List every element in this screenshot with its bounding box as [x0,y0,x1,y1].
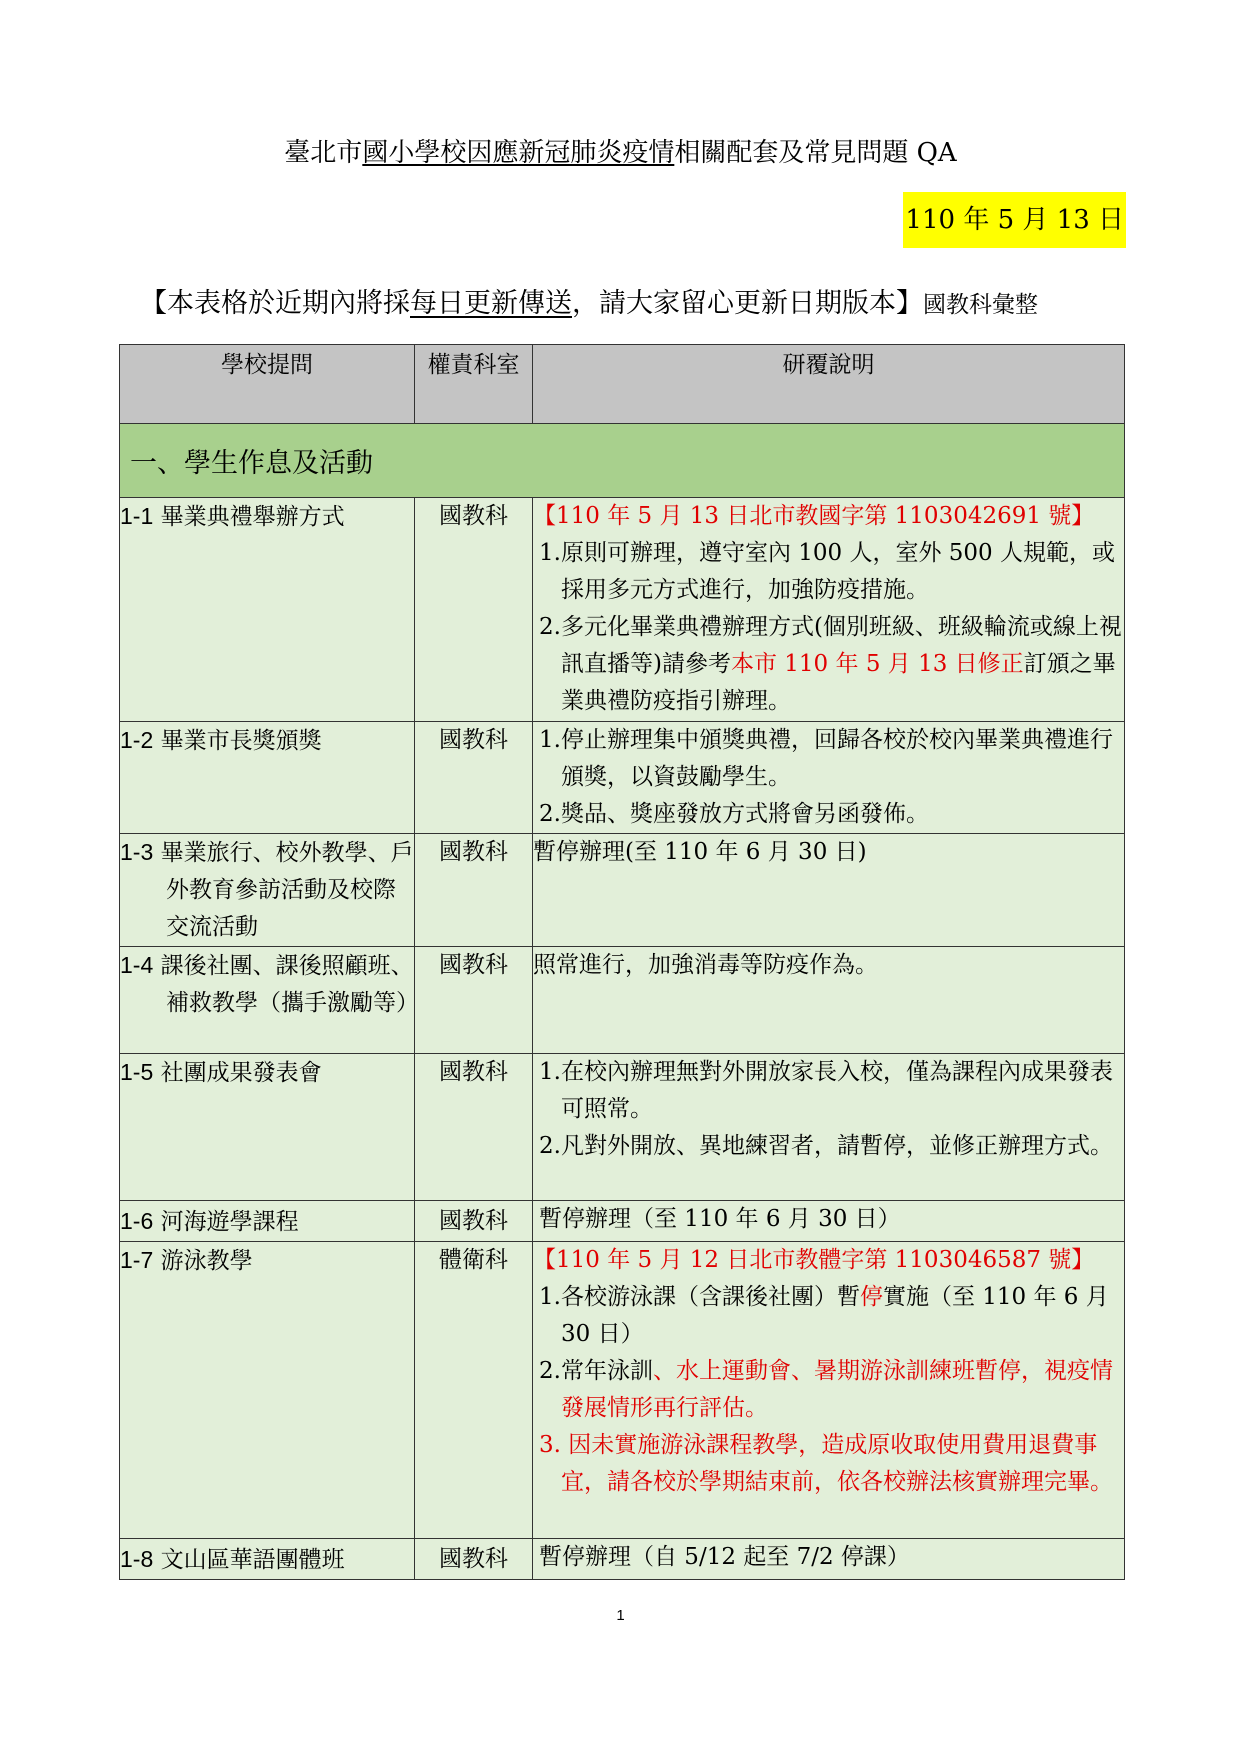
answer-cell: 暫停辦理(至 110 年 6 月 30 日) [533,834,1125,947]
table-row [120,947,1125,1054]
question-cell: 1-8 文山區華語團體班 [120,1539,415,1580]
table-row [120,498,1125,722]
table-row [120,1539,1125,1580]
page-number: 1 [616,1607,625,1624]
answer-cell: 【110 年 5 月 13 日北市教國字第 1103042691 號】 1.原則可辦理，遵守室內 100 人，室外 500 人規範，或採用多元方式進行，加強防疫措施。 2.多元化畢業典禮辦理方式(個別班級、班級輪流或線上視訊直播等)請參考本市 110 年 5 月 13 日修正訂頒之畢業典禮防疫指引辦理。 [533,498,1125,722]
qa-table [119,344,1125,1580]
question-cell: 1-5 社團成果發表會 [120,1054,415,1201]
question-cell: 1-1 畢業典禮舉辦方式 [120,498,415,722]
question-cell: 1-4 課後社團、課後照顧班、補救教學（攜手激勵等） [120,947,415,1054]
table-row [120,834,1125,947]
dept-cell: 體衛科 [415,1242,533,1539]
section-row [120,424,1125,498]
dept-cell: 國教科 [415,722,533,834]
reference-number: 【110 年 5 月 12 日北市教體字第 1103046587 號】 [533,1247,1095,1273]
question-cell: 1-7 游泳教學 [120,1242,415,1539]
answer-cell: 照常進行，加強消毒等防疫作為。 [533,947,1125,1054]
answer-cell: 1.在校內辦理無對外開放家長入校，僅為課程內成果發表可照常。 2.凡對外開放、異地練習者，請暫停，並修正辦理方式。 [533,1054,1125,1201]
section-title: 一、學生作息及活動 [120,424,1125,498]
reference-number: 【110 年 5 月 13 日北市教國字第 1103042691 號】 [533,503,1095,529]
answer-cell: 暫停辦理（自 5/12 起至 7/2 停課） [533,1539,1125,1580]
dept-cell: 國教科 [415,834,533,947]
header-question: 學校提問 [120,345,415,424]
dept-cell: 國教科 [415,1201,533,1242]
dept-cell: 國教科 [415,1054,533,1201]
table-header-row [120,345,1125,424]
question-cell: 1-2 畢業市長獎頒獎 [120,722,415,834]
header-answer: 研覆說明 [533,345,1125,424]
table-row [120,1054,1125,1201]
table-row [120,722,1125,834]
answer-cell: 1.停止辦理集中頒獎典禮，回歸各校於校內畢業典禮進行頒獎，以資鼓勵學生。 2.獎品、獎座發放方式將會另函發佈。 [533,722,1125,834]
answer-cell: 【110 年 5 月 12 日北市教體字第 1103046587 號】 1.各校游泳課（含課後社團）暫停實施（至 110 年 6 月 30 日） 2.常年泳訓、水上運動會、暑期游泳訓練班暫停，視疫情發展情形再行評估。 3. 因未實施游泳課程教學，造成原收取使用費用退費事宜，請各校於學期結束前，依各校辦法核實辦理完畢。 [533,1242,1125,1539]
dept-cell: 國教科 [415,498,533,722]
table-row [120,1201,1125,1242]
dept-cell: 國教科 [415,1539,533,1580]
question-cell: 1-3 畢業旅行、校外教學、戶外教育參訪活動及校際交流活動 [120,834,415,947]
dept-cell: 國教科 [415,947,533,1054]
date-highlight: 110 年 5 月 13 日 [903,192,1126,248]
answer-cell: 暫停辦理（至 110 年 6 月 30 日） [533,1201,1125,1242]
header-dept: 權責科室 [415,345,533,424]
update-notice: 【本表格於近期內將採每日更新傳送，請大家留心更新日期版本】國教科彙整 [140,288,1038,319]
question-cell: 1-6 河海遊學課程 [120,1201,415,1242]
document-title: 臺北市國小學校因應新冠肺炎疫情相關配套及常見問題 QA [284,138,957,168]
table-row [120,1242,1125,1539]
